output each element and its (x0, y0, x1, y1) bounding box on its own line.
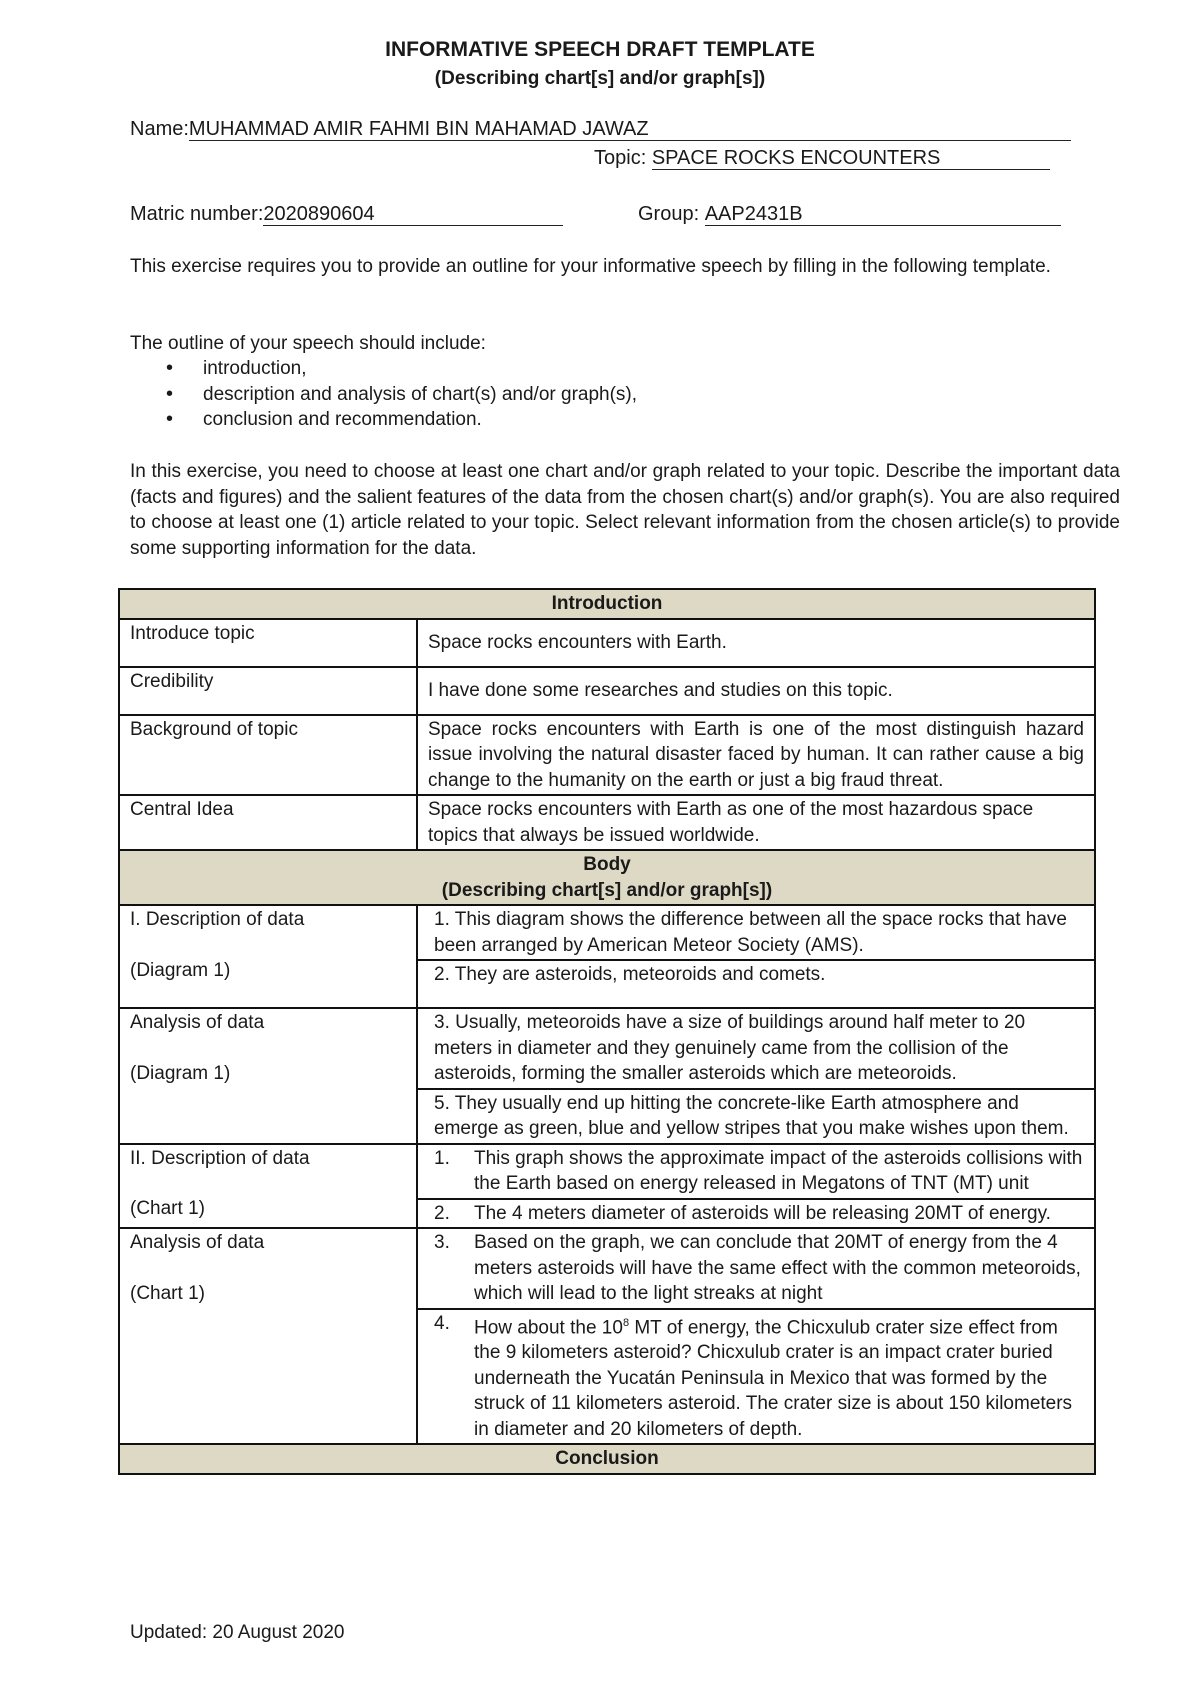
row-content: 5. They usually end up hitting the concrete-like Earth atmosphere and emerge as green, blue and yellow stripes that you make wishes upon them. (417, 1089, 1095, 1144)
item-text: Based on the graph, we can conclude that 20MT of energy from the 4 meters asteroids will have the same effect with the common meteoroids, which will lead to the light streaks at night (474, 1232, 1081, 1304)
table-row (119, 1228, 1095, 1309)
document-subtitle: (Describing chart[s] and/or graph[s]) (434, 68, 766, 89)
row-content: 2. They are asteroids, meteoroids and comets. (417, 960, 1095, 1008)
row-label (119, 1008, 417, 1144)
row-content: Space rocks encounters with Earth is one of the most distinguish hazard issue involving the natural disaster faced by human. It can rather cause a big change to the humanity on the earth or just a big fraud threat. (417, 715, 1095, 796)
row-content (417, 1309, 1095, 1445)
body-heading: Body (583, 854, 631, 875)
topic-field (594, 147, 1050, 170)
table-row (119, 715, 1095, 796)
table-row (119, 795, 1095, 850)
body-subheading: (Describing chart[s] and/or graph[s]) (441, 879, 773, 901)
row-label (119, 905, 417, 1008)
analysis1-label: Analysis of data (130, 1012, 265, 1033)
introduction-heading: Introduction (119, 589, 1095, 619)
row-content (417, 1199, 1095, 1229)
section-header-body (119, 850, 1095, 905)
row-content: Space rocks encounters with Earth. (417, 619, 1095, 667)
name-field (130, 118, 1071, 141)
row-content (417, 1144, 1095, 1199)
row-content: I have done some researches and studies on this topic. (417, 667, 1095, 715)
analysis2-sublabel: (Chart 1) (130, 1282, 205, 1304)
analysis1-sublabel: (Diagram 1) (130, 1062, 231, 1084)
matric-field (130, 203, 563, 226)
row-label: Credibility (119, 667, 417, 715)
list-item: • description and analysis of chart(s) and/or graph(s), (160, 382, 637, 408)
instruction-paragraph-3: In this exercise, you need to choose at least one chart and/or graph related to your topic. Describe the important data (facts and figures) and the salient features of the data from the chosen chart(s) and/or graph(s). You are also required to choose at least one (1) article related to your topic. Select relevant information from the chosen article(s) to provide some supporting information for the data. (130, 461, 1120, 559)
group-value: AAP2431B (705, 204, 1061, 226)
topic-label: Topic: (594, 147, 647, 169)
item-number: 3. (434, 1232, 450, 1253)
outline-bullet-list (160, 356, 637, 433)
item-text-rest: MT of energy, the Chicxulub crater size effect from the 9 kilometers asteroid? Chicxulub crater is an impact crater buried underneath the Yucatán Peninsula in Mexico that was formed by the struck of 11 kilometers asteroid. The crater size is about 150 kilometers in diameter and 20 kilometers of depth. (474, 1316, 1073, 1440)
group-field (638, 203, 1061, 226)
item-text (474, 1311, 1084, 1443)
desc1-label: I. Description of data (130, 909, 305, 930)
row-content (417, 1228, 1095, 1309)
list-item: • introduction, (160, 356, 637, 382)
row-label (119, 1228, 417, 1444)
name-label: Name: (130, 118, 189, 140)
item-number: 4. (434, 1312, 450, 1334)
matric-label: Matric number: (130, 203, 264, 225)
topic-value: SPACE ROCKS ENCOUNTERS (652, 148, 1050, 170)
section-header-introduction (119, 589, 1095, 619)
desc2-sublabel: (Chart 1) (130, 1198, 205, 1219)
matric-value: 2020890604 (263, 204, 563, 226)
table-row (119, 1008, 1095, 1089)
item-text: The 4 meters diameter of asteroids will be releasing 20MT of energy. (474, 1202, 1051, 1224)
section-header-conclusion (119, 1444, 1095, 1474)
document-title: INFORMATIVE SPEECH DRAFT TEMPLATE (385, 38, 815, 61)
analysis2-label: Analysis of data (130, 1232, 265, 1253)
list-item: • conclusion and recommendation. (160, 407, 637, 433)
row-label (119, 1144, 417, 1229)
item-number: 1. (434, 1147, 450, 1169)
group-label: Group: (638, 203, 700, 225)
desc1-sublabel: (Diagram 1) (130, 959, 231, 981)
name-value: MUHAMMAD AMIR FAHMI BIN MAHAMAD JAWAZ (189, 119, 1071, 141)
instruction-paragraph-2: The outline of your speech should include: (130, 333, 486, 354)
conclusion-heading: Conclusion (119, 1444, 1095, 1474)
updated-date: Updated: 20 August 2020 (130, 1622, 345, 1643)
row-label: Background of topic (119, 715, 417, 796)
item-number: 2. (434, 1202, 450, 1224)
item-text: This graph shows the approximate impact of the asteroids collisions with the Earth based on energy released in Megatons of TNT (MT) unit (474, 1147, 1083, 1194)
table-row (119, 667, 1095, 715)
exponent: 8 (622, 1316, 630, 1329)
item-text-lead: How about the 10 (474, 1316, 623, 1338)
desc2-label: II. Description of data (130, 1147, 310, 1169)
row-label: Central Idea (119, 795, 417, 850)
table-row (119, 1144, 1095, 1199)
row-content: 3. Usually, meteoroids have a size of buildings around half meter to 20 meters in diameter and they genuinely came from the collision of the asteroids, forming the smaller asteroids which are meteoroids. (417, 1008, 1095, 1089)
row-content: Space rocks encounters with Earth as one of the most hazardous space topics that always be issued worldwide. (417, 795, 1095, 850)
row-label: Introduce topic (119, 619, 417, 667)
instruction-paragraph-1: This exercise requires you to provide an outline for your informative speech by filling in the following template. (130, 256, 1051, 277)
row-content: 1. This diagram shows the difference between all the space rocks that have been arranged by American Meteor Society (AMS). (417, 905, 1095, 960)
table-row (119, 619, 1095, 667)
speech-outline-table (118, 588, 1096, 1475)
table-row (119, 905, 1095, 960)
